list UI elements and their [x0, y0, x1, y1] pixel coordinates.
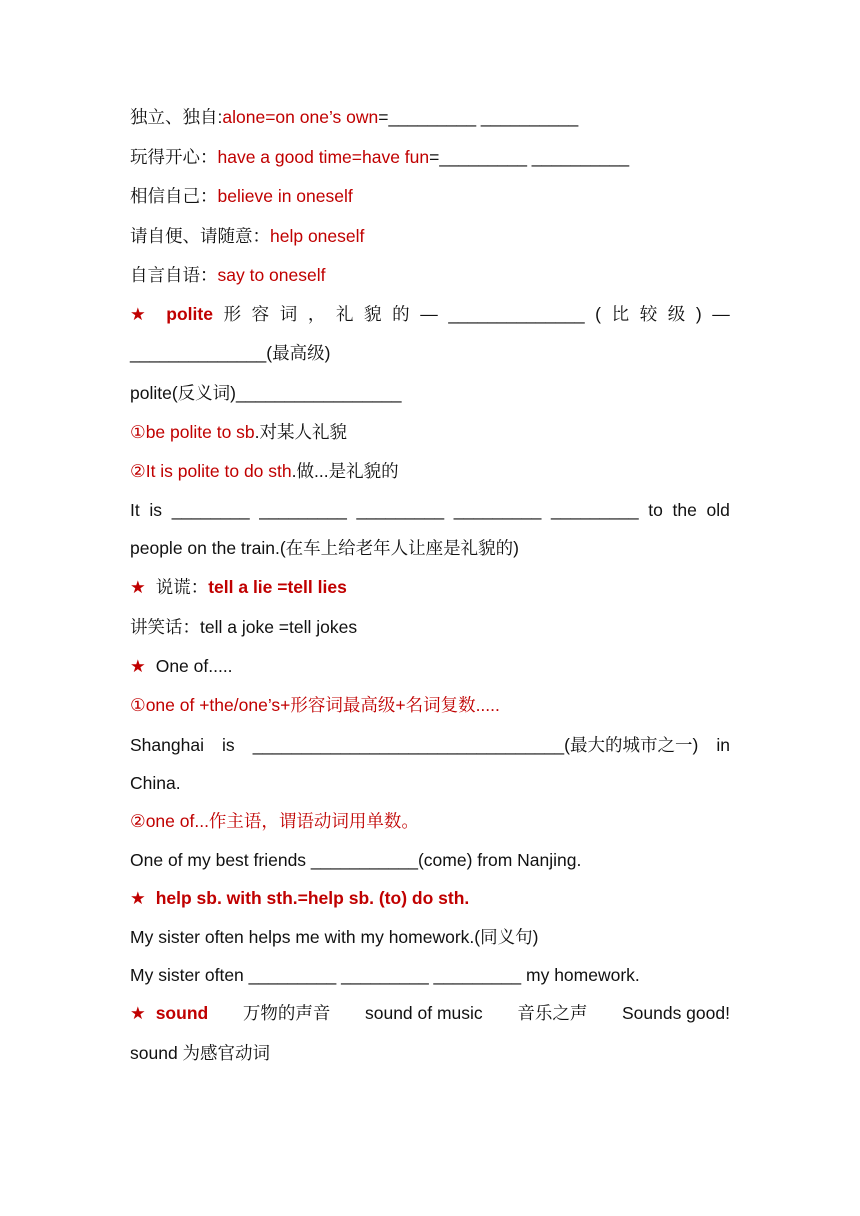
- blank: _________: [259, 500, 347, 520]
- char: —: [420, 304, 438, 324]
- cn-meaning: .做...是礼貌的: [291, 461, 399, 481]
- word: to: [648, 500, 663, 520]
- word: It: [130, 500, 140, 520]
- char: —: [712, 304, 730, 324]
- text: polite(反义词)_________________: [130, 383, 402, 403]
- blank-text: =_________ __________: [429, 147, 630, 167]
- en-phrase: believe in oneself: [217, 186, 353, 206]
- blank: _________: [453, 500, 542, 520]
- line-polite-heading: [130, 302, 730, 326]
- line-nanjing: [130, 848, 730, 872]
- char: 形: [223, 304, 242, 324]
- line-have-fun: [130, 145, 730, 169]
- text: ______________(最高级): [130, 343, 331, 363]
- char: ，: [307, 304, 326, 324]
- blank: ______________: [448, 304, 585, 324]
- word: is: [149, 500, 163, 520]
- en-phrase: be polite to sb: [145, 422, 255, 442]
- line-sound-verb: [130, 1041, 730, 1065]
- phrase: 万物的声音: [242, 1003, 331, 1023]
- line-help-oneself: [130, 224, 730, 248]
- circled-number: ①: [130, 422, 146, 442]
- star-icon: ★: [130, 304, 146, 324]
- keyword: polite: [166, 304, 213, 324]
- line-believe: [130, 184, 730, 208]
- text: people on the train.(在车上给老年人让座是礼貌的): [130, 538, 519, 558]
- blank-with-hint: [253, 733, 699, 757]
- line-be-polite: [130, 420, 730, 444]
- star-icon: ★: [130, 1003, 146, 1023]
- word: the: [672, 500, 697, 520]
- line-alone: [130, 105, 730, 129]
- line-one-of-heading: [130, 654, 730, 678]
- line-exercise-polite: [130, 498, 730, 522]
- blank: _________: [356, 500, 445, 520]
- line-train: [130, 536, 730, 560]
- char: ): [695, 304, 702, 324]
- line-say-to-oneself: [130, 263, 730, 287]
- line-tell-lie: [130, 575, 730, 599]
- cn-label: 相信自己：: [130, 186, 218, 206]
- word: in: [716, 735, 730, 755]
- text: China.: [130, 773, 181, 793]
- char: 词: [279, 304, 298, 324]
- line-superlative: [130, 341, 730, 365]
- char: 容: [251, 304, 270, 324]
- blank: ________________________________: [252, 735, 565, 755]
- cn-label: 独立、独自:: [130, 107, 223, 127]
- en-phrase: help sb. with sth.=help sb. (to) do sth.: [155, 888, 470, 908]
- text: One of my best friends ___________(come) from Nanjing.: [130, 850, 582, 870]
- blank: ________: [171, 500, 250, 520]
- text: ①one of +the/one’s+形容词最高级+名词复数.....: [130, 695, 500, 715]
- star-icon: ★: [130, 888, 146, 908]
- en-phrase: tell a lie =tell lies: [208, 577, 347, 597]
- en-phrase: It is polite to do sth: [145, 461, 292, 481]
- line-sister-1: [130, 925, 730, 949]
- cn-meaning: .对某人礼貌: [254, 422, 348, 442]
- text: My sister often _________ _________ _________ my homework.: [130, 965, 640, 985]
- char: 礼: [335, 304, 354, 324]
- line-china: [130, 771, 730, 795]
- text: sound 为感官动词: [130, 1043, 271, 1063]
- char: 较: [639, 304, 658, 324]
- line-antonym: [130, 381, 730, 405]
- en-phrase: help oneself: [270, 226, 365, 246]
- cn-label: 说谎：: [155, 577, 209, 597]
- en-phrase: say to oneself: [217, 265, 326, 285]
- phrase: Sounds good!: [621, 1003, 730, 1023]
- line-it-is-polite: [130, 459, 730, 483]
- line-one-of-rule1: [130, 693, 730, 717]
- line-one-of-rule2: [130, 809, 730, 833]
- char: 级: [667, 304, 686, 324]
- blank: _________: [551, 500, 639, 520]
- word: is: [222, 735, 235, 755]
- circled-number: ②: [130, 461, 146, 481]
- en-phrase: have a good time=have fun: [217, 147, 430, 167]
- blank-text: =_________ __________: [378, 107, 579, 127]
- phrase: 音乐之声: [517, 1003, 588, 1023]
- text: One of.....: [155, 656, 233, 676]
- line-help-sb: [130, 886, 730, 910]
- word: old: [706, 500, 730, 520]
- star-icon: ★: [130, 656, 146, 676]
- star-icon: ★: [130, 577, 146, 597]
- char: (: [595, 304, 601, 324]
- line-sister-2: [130, 963, 730, 987]
- keyword: sound: [155, 1003, 209, 1023]
- star-keyword: [130, 1001, 208, 1025]
- text: My sister often helps me with my homework.(同义句): [130, 927, 539, 947]
- char: 的: [392, 304, 410, 324]
- line-shanghai: [130, 733, 730, 757]
- char: 貌: [364, 304, 382, 324]
- text: 讲笑话：tell a joke =tell jokes: [130, 617, 358, 637]
- line-tell-joke: [130, 615, 730, 639]
- cn-label: 请自便、请随意：: [130, 226, 270, 246]
- en-phrase: alone=on one’s own: [222, 107, 379, 127]
- cn-label: 自言自语：: [130, 265, 218, 285]
- text: ②one of...作主语，谓语动词用单数。: [130, 811, 419, 831]
- line-sound-heading: [130, 1001, 730, 1025]
- word: Shanghai: [130, 735, 204, 755]
- cn-label: 玩得开心：: [130, 147, 218, 167]
- char: 比: [611, 304, 630, 324]
- cn-hint: (最大的城市之一): [564, 735, 699, 755]
- phrase: sound of music: [364, 1003, 483, 1023]
